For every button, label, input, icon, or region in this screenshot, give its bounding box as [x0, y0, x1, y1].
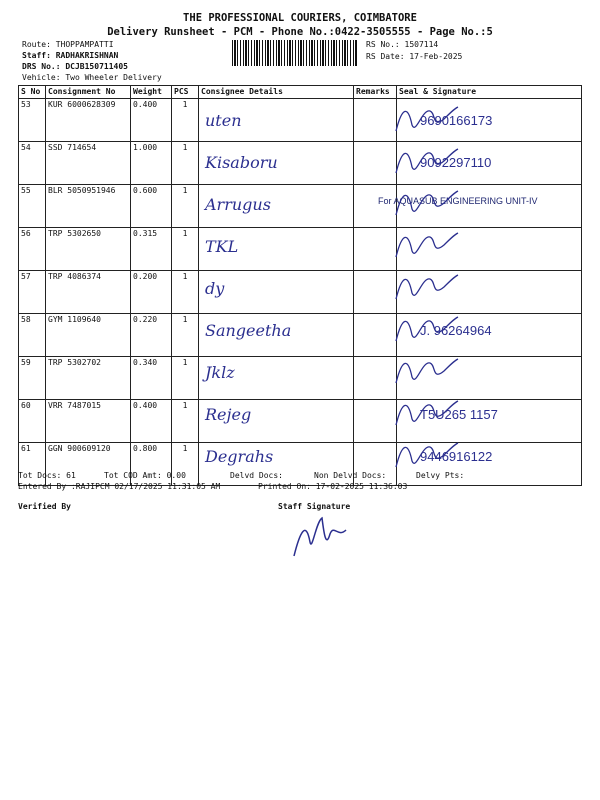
cell-pcs: 1: [172, 314, 199, 357]
cell-remarks: [354, 357, 397, 400]
cell-weight: 0.600: [131, 185, 172, 228]
delvd-docs: Delvd Docs:: [230, 471, 283, 480]
staff-signature-label: Staff Signature: [278, 502, 351, 511]
cell-consignment: BLR 5050951946: [46, 185, 131, 228]
cell-sno: 55: [19, 185, 46, 228]
cell-remarks: [354, 400, 397, 443]
cell-remarks: [354, 185, 397, 228]
staff: Staff: RADHAKRISHNAN: [22, 51, 119, 60]
cell-sno: 58: [19, 314, 46, 357]
signature-phone: 9092297110: [420, 155, 492, 170]
cell-sno: 61: [19, 443, 46, 486]
cell-remarks: [354, 314, 397, 357]
signature-scribble: [392, 437, 462, 473]
cell-consignment: SSD 714654: [46, 142, 131, 185]
cell-weight: 0.200: [131, 271, 172, 314]
signature-scribble: [392, 143, 462, 179]
cell-pcs: 1: [172, 228, 199, 271]
non-delvd-docs: Non Delvd Docs:: [314, 471, 387, 480]
cell-pcs: 1: [172, 357, 199, 400]
tot-cod-amt: Tot COD Amt: 0.00: [104, 471, 186, 480]
col-signature: Seal & Signature: [397, 86, 582, 99]
cell-sno: 56: [19, 228, 46, 271]
signature-scribble: [392, 353, 462, 389]
table-row: [19, 228, 582, 271]
cell-consignment: GGN 900609120: [46, 443, 131, 486]
consignee-handwriting: Arrugus: [205, 195, 271, 214]
company-title: THE PROFESSIONAL COURIERS, COIMBATORE: [183, 12, 417, 24]
company-stamp: For AQUASUB ENGINEERING UNIT-IV: [378, 196, 538, 206]
cell-weight: 0.340: [131, 357, 172, 400]
route: Route: THOPPAMPATTI: [22, 40, 114, 49]
cell-sno: 60: [19, 400, 46, 443]
cell-sno: 57: [19, 271, 46, 314]
consignee-handwriting: Rejeg: [205, 405, 252, 424]
cell-weight: 0.315: [131, 228, 172, 271]
cell-consignment: TRP 5302702: [46, 357, 131, 400]
drs-number: DRS No.: DCJB150711405: [22, 62, 128, 71]
signature-scribble: [392, 185, 462, 221]
cell-remarks: [354, 228, 397, 271]
signature-scribble: [392, 311, 462, 347]
cell-pcs: 1: [172, 443, 199, 486]
entered-by: Entered By :RAJIPCM 02/17/2025 11:31:05 AM: [18, 482, 221, 491]
consignee-handwriting: Sangeetha: [205, 321, 292, 340]
signature-phone: 9690166173: [420, 113, 493, 128]
col-weight: Weight: [131, 86, 172, 99]
rs-date: RS Date: 17-Feb-2025: [366, 52, 463, 61]
table-row: [19, 142, 582, 185]
printed-on: Printed On: 17-02-2025 11:36:03: [258, 482, 408, 491]
verified-by: Verified By: [18, 502, 71, 511]
cell-weight: 0.400: [131, 99, 172, 142]
cell-weight: 0.800: [131, 443, 172, 486]
col-consignee: Consignee Details: [199, 86, 354, 99]
cell-remarks: [354, 271, 397, 314]
staff-signature-scribble: [288, 512, 358, 560]
cell-consignment: VRR 7487015: [46, 400, 131, 443]
cell-weight: 1.000: [131, 142, 172, 185]
signature-phone: T5U265 1157: [420, 407, 498, 422]
tot-docs: Tot Docs: 61: [18, 471, 76, 480]
cell-remarks: [354, 142, 397, 185]
runsheet-table: [18, 85, 582, 486]
cell-weight: 0.400: [131, 400, 172, 443]
table-row: [19, 357, 582, 400]
cell-pcs: 1: [172, 185, 199, 228]
table-row: [19, 99, 582, 142]
cell-sno: 54: [19, 142, 46, 185]
table-header-row: [19, 86, 582, 99]
col-remarks: Remarks: [354, 86, 397, 99]
consignee-handwriting: TKL: [205, 237, 239, 256]
cell-pcs: 1: [172, 142, 199, 185]
cell-sno: 59: [19, 357, 46, 400]
cell-remarks: [354, 99, 397, 142]
consignee-handwriting: Degrahs: [205, 447, 274, 466]
signature-scribble: [392, 227, 462, 263]
cell-consignment: TRP 5302650: [46, 228, 131, 271]
consignee-handwriting: Jklz: [205, 363, 235, 382]
cell-pcs: 1: [172, 271, 199, 314]
vehicle: Vehicle: Two Wheeler Delivery: [22, 73, 162, 82]
col-pcs: PCS: [172, 86, 199, 99]
cell-consignment: GYM 1109640: [46, 314, 131, 357]
cell-pcs: 1: [172, 99, 199, 142]
table-row: [19, 271, 582, 314]
rs-number: RS No.: 1507114: [366, 40, 439, 49]
consignee-handwriting: uten: [205, 111, 242, 130]
signature-phone: J. 96264964: [420, 323, 492, 338]
signature-scribble: [392, 101, 462, 137]
col-sno: S No: [19, 86, 46, 99]
col-consignment: Consignment No: [46, 86, 131, 99]
delvy-pts: Delvy Pts:: [416, 471, 465, 480]
cell-sno: 53: [19, 99, 46, 142]
consignee-handwriting: dy: [205, 279, 225, 298]
signature-scribble: [392, 395, 462, 431]
cell-pcs: 1: [172, 400, 199, 443]
barcode: [232, 40, 358, 66]
consignee-handwriting: Kisaboru: [205, 153, 278, 172]
table-row: [19, 443, 582, 486]
signature-scribble: [392, 269, 462, 305]
cell-consignment: KUR 6000628309: [46, 99, 131, 142]
table-row: [19, 185, 582, 228]
cell-consignment: TRP 4086374: [46, 271, 131, 314]
table-row: [19, 314, 582, 357]
cell-weight: 0.220: [131, 314, 172, 357]
signature-phone: 9446916122: [420, 449, 493, 464]
runsheet-subtitle: Delivery Runsheet - PCM - Phone No.:0422-3505555 - Page No.:5: [107, 26, 493, 38]
